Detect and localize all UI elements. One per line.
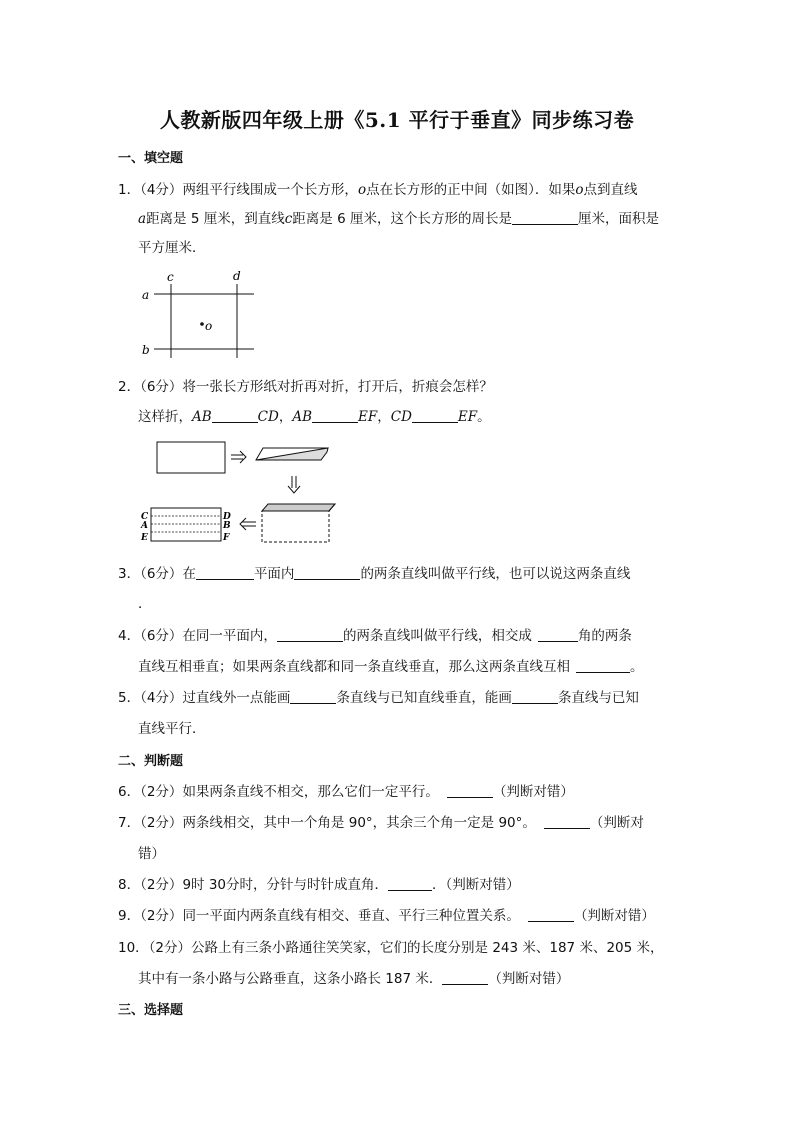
- answer-blank[interactable]: [294, 565, 360, 580]
- label-E: E: [141, 533, 148, 543]
- question-text: 距离是 5 厘米，到直线: [146, 211, 285, 227]
- question-7-line-1: [118, 811, 644, 831]
- question-score: （2分）: [140, 877, 183, 893]
- question-text: 两组平行线围成一个长方形，: [182, 182, 358, 198]
- question-8: [118, 873, 520, 893]
- arrow-right-icon: [231, 451, 246, 463]
- answer-blank[interactable]: [512, 689, 558, 704]
- question-text: 在: [182, 566, 196, 582]
- folded-once-paper: [256, 448, 328, 460]
- question-score: （2分）: [140, 784, 183, 800]
- answer-blank[interactable]: [538, 627, 578, 642]
- point-o: [200, 322, 204, 326]
- question-score: （4分）: [140, 182, 183, 198]
- answer-blank[interactable]: [544, 814, 590, 829]
- arrow-down-icon: [288, 476, 300, 493]
- question-text: （判断对错）: [573, 908, 655, 924]
- answer-blank[interactable]: [212, 408, 258, 423]
- question-4-line-1: [118, 624, 632, 644]
- question-text: 两条线相交，其中一个角是 90°，其余三个角一定是 90°。: [182, 815, 536, 831]
- question-3-line-1: [118, 562, 630, 582]
- segment-ab: AB: [192, 409, 212, 425]
- segment-ef: EF: [457, 409, 478, 425]
- answer-blank[interactable]: [196, 565, 254, 580]
- flat-paper: [157, 442, 225, 473]
- question-text: 同一平面内两条直线有相交、垂直、平行三种位置关系。: [182, 908, 520, 924]
- question-1-line-1: [118, 178, 637, 198]
- question-text: 的两条直线叫做平行线，也可以说这两条直线: [360, 566, 631, 582]
- rectangle-parallel-lines-figure: [136, 266, 266, 360]
- segment-cd: CD: [390, 409, 412, 425]
- question-score: （2分）: [140, 815, 183, 831]
- question-10-line-2: [138, 967, 569, 987]
- answer-blank[interactable]: [312, 408, 358, 423]
- answer-blank[interactable]: [290, 689, 336, 704]
- question-5-line-2: 直线平行．: [138, 721, 206, 737]
- question-number: 3．: [118, 566, 141, 582]
- question-number: 6．: [118, 784, 141, 800]
- question-score: （6分）: [140, 566, 183, 582]
- question-text: 条直线与已知直线垂直，能画: [336, 690, 512, 706]
- question-text: 角的两条: [577, 628, 632, 644]
- label-d: d: [233, 269, 241, 283]
- question-9: [118, 904, 655, 924]
- label-F: F: [223, 533, 230, 543]
- label-o: o: [205, 319, 213, 333]
- question-text: （判断对错）: [488, 971, 570, 987]
- question-number: 1．: [118, 182, 141, 198]
- answer-blank[interactable]: [512, 210, 578, 225]
- question-text: 9时 30分时，分针与时针成直角．: [182, 877, 388, 893]
- question-text: 的两条直线叫做平行线，相交成: [342, 628, 532, 644]
- question-10-line-1: [118, 936, 664, 956]
- variable-o: o: [575, 182, 584, 198]
- question-text: 过直线外一点能画: [182, 690, 291, 706]
- question-text: 距离是 6 厘米，这个长方形的周长是: [292, 211, 512, 227]
- question-text: 条直线与已知: [557, 690, 639, 706]
- variable-a: a: [138, 211, 147, 227]
- question-1-line-2: [138, 207, 659, 227]
- question-6: [118, 780, 574, 800]
- answer-blank[interactable]: [447, 783, 493, 798]
- answer-blank[interactable]: [528, 907, 574, 922]
- question-text: 。: [630, 659, 644, 675]
- question-4-line-2: [138, 655, 644, 675]
- punctuation: ，: [377, 409, 391, 425]
- unfolded-paper-with-creases: [151, 508, 221, 541]
- question-text: 在同一平面内，: [182, 628, 277, 644]
- label-b: b: [142, 343, 150, 357]
- question-score: （6分）: [140, 628, 183, 644]
- question-text: ．（判断对错）: [432, 877, 520, 893]
- question-text: 如果两条直线不相交，那么它们一定平行。: [182, 784, 439, 800]
- question-text: 将一张长方形纸对折再对折，打开后，折痕会怎样？: [182, 379, 493, 395]
- question-text: 厘米，面积是: [577, 211, 659, 227]
- answer-blank[interactable]: [576, 658, 630, 673]
- question-5-line-1: [118, 686, 639, 706]
- question-text: （判断对错）: [492, 784, 574, 800]
- question-number: 4．: [118, 628, 141, 644]
- question-text: 其中有一条小路与公路垂直，这条小路长 187 米．: [138, 971, 443, 987]
- question-text: 直线互相垂直；如果两条直线都和同一条直线垂直，那么这两条直线互相: [138, 659, 570, 675]
- page-title: 人教新版四年级上册《5.1 平行于垂直》同步练习卷: [159, 108, 635, 132]
- question-number: 8．: [118, 877, 141, 893]
- segment-ef: EF: [358, 409, 378, 425]
- punctuation: 。: [477, 409, 491, 425]
- question-text: 点到直线: [583, 182, 638, 198]
- question-text: 公路上有三条小路通往笑笑家，它们的长度分别是 243 米、187 米、205 米，: [191, 940, 664, 956]
- question-score: （2分）: [148, 940, 192, 956]
- punctuation: ，: [278, 409, 293, 425]
- question-score: （4分）: [140, 690, 183, 706]
- question-2-line-2: [138, 405, 491, 425]
- question-number: 10．: [118, 940, 149, 956]
- question-text: 这样折，: [138, 409, 192, 425]
- label-C: C: [141, 512, 149, 522]
- label-D: D: [223, 512, 231, 522]
- section-true-false: 二、判断题: [118, 754, 184, 769]
- question-7-line-2: 错）: [138, 846, 165, 862]
- segment-cd: CD: [257, 409, 279, 425]
- label-c: c: [167, 270, 174, 284]
- section-fill-blank: 一、填空题: [118, 151, 184, 166]
- question-score: （2分）: [140, 908, 183, 924]
- variable-c: c: [284, 211, 293, 227]
- question-3-line-2: ．: [138, 596, 152, 612]
- folded-twice-paper: [262, 504, 335, 542]
- variable-o: o: [357, 182, 367, 198]
- question-text: （判断对: [589, 815, 644, 831]
- question-number: 5．: [118, 690, 141, 706]
- answer-blank[interactable]: [412, 408, 458, 423]
- arrow-left-icon: [240, 518, 256, 530]
- answer-blank[interactable]: [442, 970, 488, 985]
- label-a: a: [142, 288, 150, 302]
- question-text: 点在长方形的正中间（如图）．如果: [366, 182, 576, 198]
- label-B: B: [223, 521, 231, 531]
- section-multiple-choice: 三、选择题: [118, 1003, 184, 1018]
- question-number: 9．: [118, 908, 141, 924]
- label-A: A: [141, 521, 148, 531]
- question-text: 平面内: [253, 566, 295, 582]
- segment-ab: AB: [292, 409, 312, 425]
- answer-blank[interactable]: [388, 876, 432, 891]
- question-1-line-3: 平方厘米．: [138, 240, 206, 256]
- question-2-line-1: [118, 375, 493, 395]
- answer-blank[interactable]: [277, 627, 343, 642]
- paper-folding-figure: [138, 436, 343, 548]
- question-number: 2．: [118, 379, 141, 395]
- question-number: 7．: [118, 815, 141, 831]
- question-score: （6分）: [140, 379, 183, 395]
